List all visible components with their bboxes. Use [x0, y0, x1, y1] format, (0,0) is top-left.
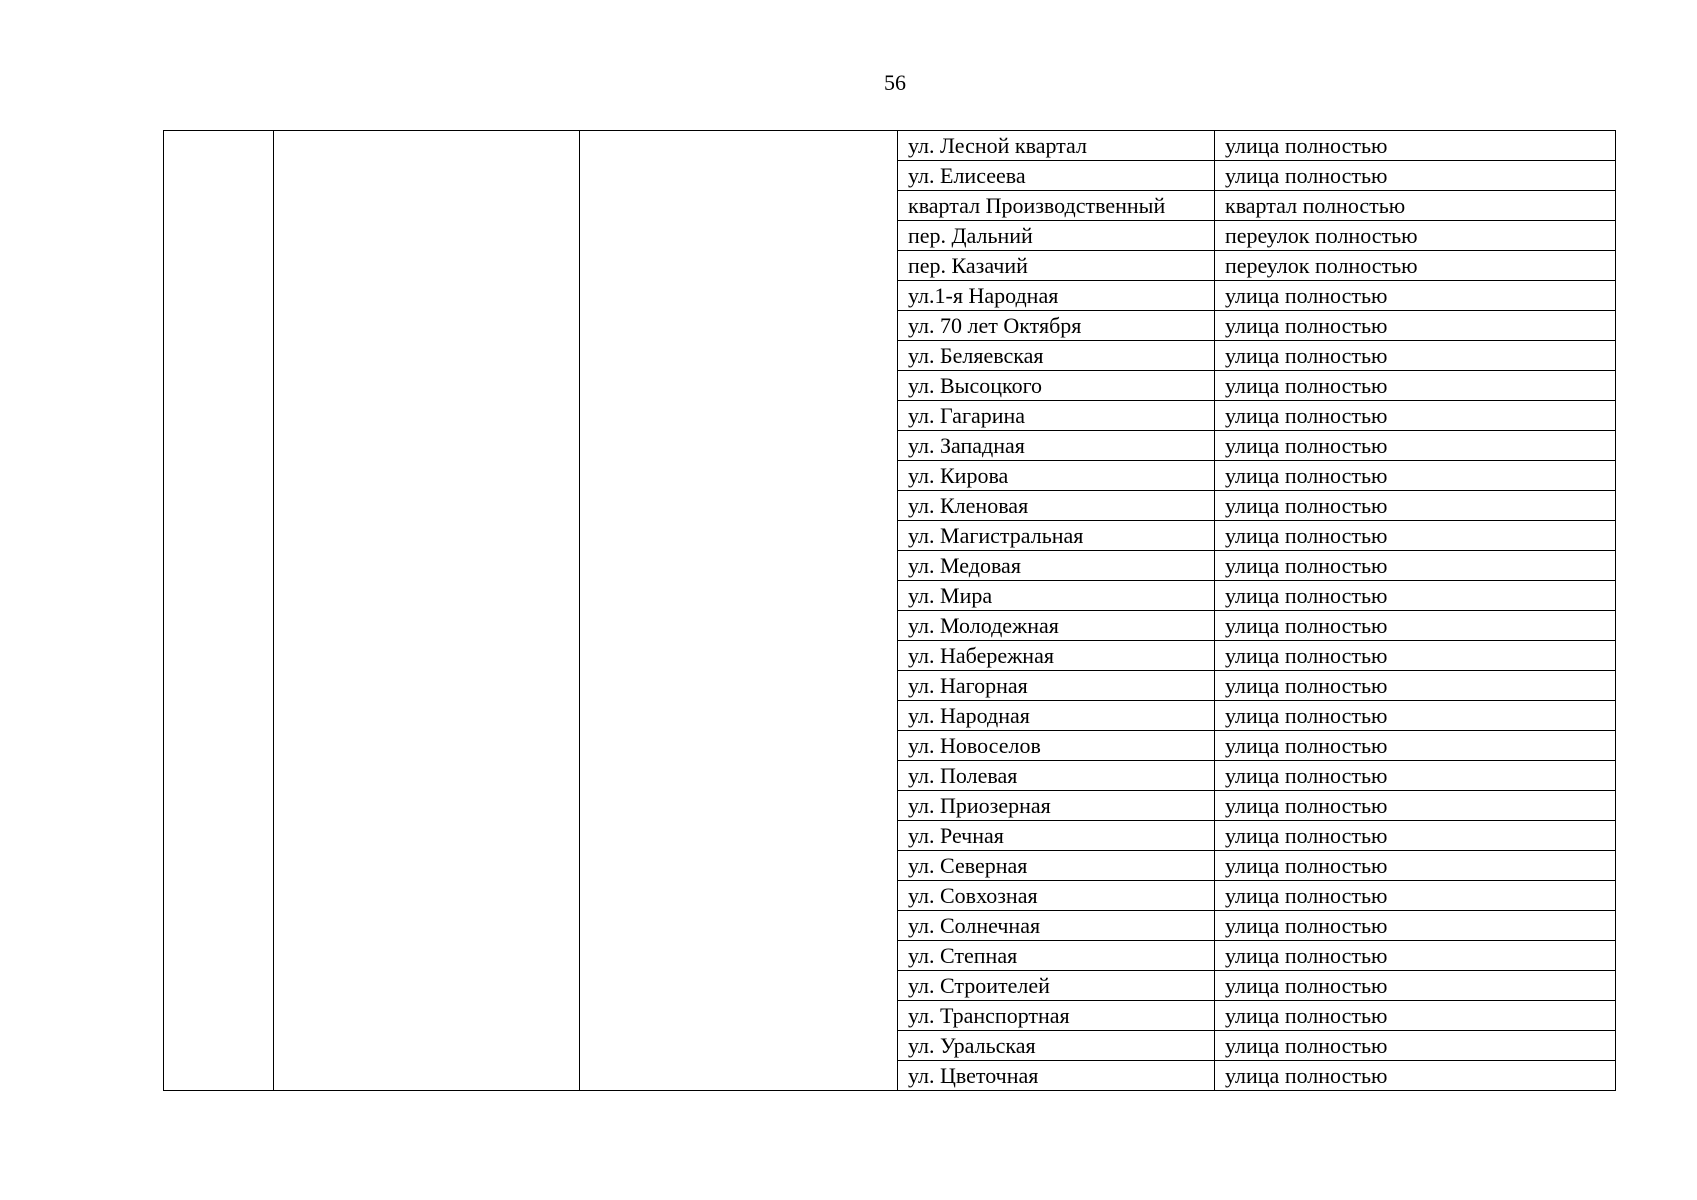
coverage-cell: улица полностью — [1215, 311, 1616, 341]
street-name-cell: ул. Народная — [898, 701, 1215, 731]
street-name-cell: ул. Беляевская — [898, 341, 1215, 371]
coverage-cell: улица полностью — [1215, 611, 1616, 641]
coverage-cell: улица полностью — [1215, 281, 1616, 311]
coverage-cell: улица полностью — [1215, 791, 1616, 821]
coverage-cell: улица полностью — [1215, 551, 1616, 581]
streets-table-body — [164, 131, 1616, 1091]
street-name-cell: пер. Дальний — [898, 221, 1215, 251]
table-row — [164, 131, 1616, 161]
coverage-cell: улица полностью — [1215, 671, 1616, 701]
street-name-cell: ул. Западная — [898, 431, 1215, 461]
street-name-cell: ул. Строителей — [898, 971, 1215, 1001]
street-name-cell: ул. Новоселов — [898, 731, 1215, 761]
coverage-cell: улица полностью — [1215, 401, 1616, 431]
street-name-cell: ул. 70 лет Октября — [898, 311, 1215, 341]
number-cell — [164, 131, 274, 1091]
street-name-cell: ул. Медовая — [898, 551, 1215, 581]
street-name-cell: ул. Елисеева — [898, 161, 1215, 191]
street-name-cell: ул. Кирова — [898, 461, 1215, 491]
street-name-cell: ул. Кленовая — [898, 491, 1215, 521]
page-number: 56 — [884, 70, 906, 95]
coverage-cell: улица полностью — [1215, 971, 1616, 1001]
street-name-cell: ул. Солнечная — [898, 911, 1215, 941]
street-name-cell: ул. Набережная — [898, 641, 1215, 671]
coverage-cell: улица полностью — [1215, 821, 1616, 851]
coverage-cell: переулок полностью — [1215, 251, 1616, 281]
street-name-cell: ул. Лесной квартал — [898, 131, 1215, 161]
street-name-cell: ул. Магистральная — [898, 521, 1215, 551]
street-name-cell: ул. Цветочная — [898, 1061, 1215, 1091]
street-name-cell: квартал Производственный — [898, 191, 1215, 221]
street-name-cell: ул. Степная — [898, 941, 1215, 971]
street-name-cell: ул. Высоцкого — [898, 371, 1215, 401]
coverage-cell: улица полностью — [1215, 911, 1616, 941]
streets-table — [163, 130, 1616, 1091]
street-name-cell: ул. Мира — [898, 581, 1215, 611]
coverage-cell: улица полностью — [1215, 431, 1616, 461]
coverage-cell: улица полностью — [1215, 731, 1616, 761]
coverage-cell: улица полностью — [1215, 581, 1616, 611]
street-name-cell: ул. Приозерная — [898, 791, 1215, 821]
coverage-cell: улица полностью — [1215, 521, 1616, 551]
coverage-cell: переулок полностью — [1215, 221, 1616, 251]
street-name-cell: ул. Речная — [898, 821, 1215, 851]
coverage-cell: улица полностью — [1215, 1061, 1616, 1091]
street-name-cell: ул. Молодежная — [898, 611, 1215, 641]
coverage-cell: улица полностью — [1215, 941, 1616, 971]
coverage-cell: улица полностью — [1215, 881, 1616, 911]
coverage-cell: улица полностью — [1215, 1001, 1616, 1031]
coverage-cell: улица полностью — [1215, 1031, 1616, 1061]
settlement-cell — [580, 131, 898, 1091]
street-name-cell: ул. Гагарина — [898, 401, 1215, 431]
street-name-cell: ул. Северная — [898, 851, 1215, 881]
coverage-cell: улица полностью — [1215, 341, 1616, 371]
street-name-cell: ул.1-я Народная — [898, 281, 1215, 311]
coverage-cell: улица полностью — [1215, 851, 1616, 881]
coverage-cell: квартал полностью — [1215, 191, 1616, 221]
coverage-cell: улица полностью — [1215, 461, 1616, 491]
coverage-cell: улица полностью — [1215, 371, 1616, 401]
coverage-cell: улица полностью — [1215, 701, 1616, 731]
coverage-cell: улица полностью — [1215, 761, 1616, 791]
street-name-cell: ул. Полевая — [898, 761, 1215, 791]
coverage-cell: улица полностью — [1215, 491, 1616, 521]
district-cell — [274, 131, 580, 1091]
street-name-cell: ул. Уральская — [898, 1031, 1215, 1061]
street-name-cell: ул. Нагорная — [898, 671, 1215, 701]
street-name-cell: пер. Казачий — [898, 251, 1215, 281]
street-name-cell: ул. Совхозная — [898, 881, 1215, 911]
coverage-cell: улица полностью — [1215, 161, 1616, 191]
coverage-cell: улица полностью — [1215, 641, 1616, 671]
street-name-cell: ул. Транспортная — [898, 1001, 1215, 1031]
coverage-cell: улица полностью — [1215, 131, 1616, 161]
